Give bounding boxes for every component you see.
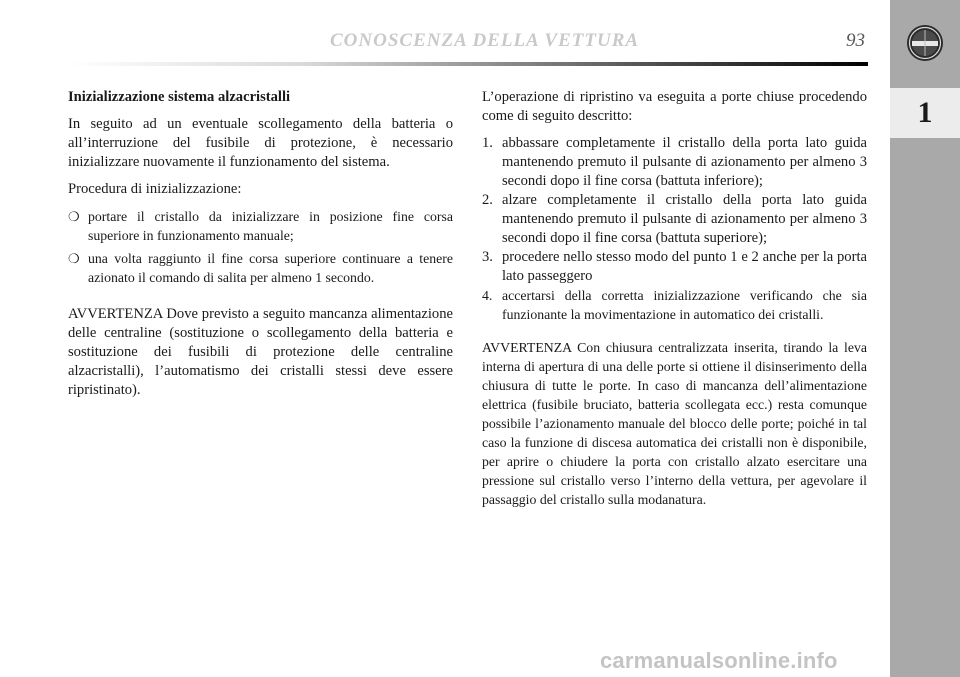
right-column	[482, 88, 867, 517]
step-number: 1.	[482, 135, 493, 151]
list-item	[68, 207, 453, 245]
left-column	[68, 88, 453, 408]
step-number: 3.	[482, 249, 493, 265]
intro-paragraph: L’operazione di ripristino va eseguita a porte chiuse procedendo come di seguito descritto:	[482, 89, 867, 124]
warning-paragraph: AVVERTENZA Dove previsto a seguito mancanza alimentazione delle centraline (sostituzione o scollegamento della batteria e sostituzione dei fusibili di protezione delle centraline alzacristalli), l’automatismo dei cristalli stessi deve essere ripristinato).	[68, 306, 453, 398]
list-item	[482, 191, 867, 248]
page-header-title: CONOSCENZA DELLA VETTURA	[330, 30, 640, 51]
list-item-text: una volta raggiunto il fine corsa superiore continuare a tenere azionato il comando di salita per almeno 1 secondo.	[88, 251, 453, 285]
step-text: abbassare completamente il cristallo della porta lato guida mantenendo premuto il pulsante di azionamento per almeno 3 secondi dopo il fine corsa (battuta inferiore);	[502, 135, 867, 189]
footer-watermark: carmanualsonline.info	[600, 648, 838, 673]
list-item	[482, 248, 867, 286]
section-heading: Inizializzazione sistema alzacristalli	[68, 89, 291, 105]
step-text: procedere nello stesso modo del punto 1 e 2 anche per la porta lato passeggero	[502, 249, 867, 284]
warning-paragraph: AVVERTENZA Con chiusura centralizzata inserita, tirando la leva interna di apertura di una delle porte si ottiene il disinserimento della chiusura di tutte le porte. In caso di mancanza dell’alimentazione elettrica (fusibile bruciato, batteria scollegata ecc.) resta comunque possibile l’azionamento manuale del blocco delle porte; poiché in tal caso la funzione di discesa automatica dei cristalli non è disponibile, per aprire o chiudere la porta con cristallo alzato esercitare una pressione sul cristallo verso l’interno della vettura, per agevolare il passaggio del cristallo sulla modanatura.	[482, 340, 867, 507]
procedure-label: Procedura di inizializzazione:	[68, 181, 242, 197]
bullet-circle-icon: ❍	[68, 209, 80, 224]
list-item	[482, 134, 867, 191]
step-text: alzare completamente il cristallo della porta lato guida mantenendo premuto il pulsante di azionamento per almeno 3 secondi dopo il fine corsa (battuta superiore);	[502, 192, 867, 246]
list-item-text: portare il cristallo da inizializzare in posizione fine corsa superiore in funzionamento manuale;	[88, 209, 453, 243]
bullet-circle-icon: ❍	[68, 251, 80, 266]
intro-paragraph: In seguito ad un eventuale scollegamento della batteria o all’interruzione del fusibile di protezione, è necessario inizializzare nuovamente il funzionamento del sistema.	[68, 116, 453, 170]
step-number: 2.	[482, 192, 493, 208]
chapter-tab[interactable]: 1	[890, 88, 960, 138]
list-item	[482, 286, 867, 324]
list-item	[68, 249, 453, 287]
page-number: 93	[846, 30, 865, 51]
header-divider	[68, 62, 868, 66]
step-text: accertarsi della corretta inizializzazione verificando che sia funzionante la movimentazione in automatico dei cristalli.	[502, 288, 867, 322]
lancia-logo-icon	[906, 24, 944, 62]
step-number: 4.	[482, 288, 493, 303]
